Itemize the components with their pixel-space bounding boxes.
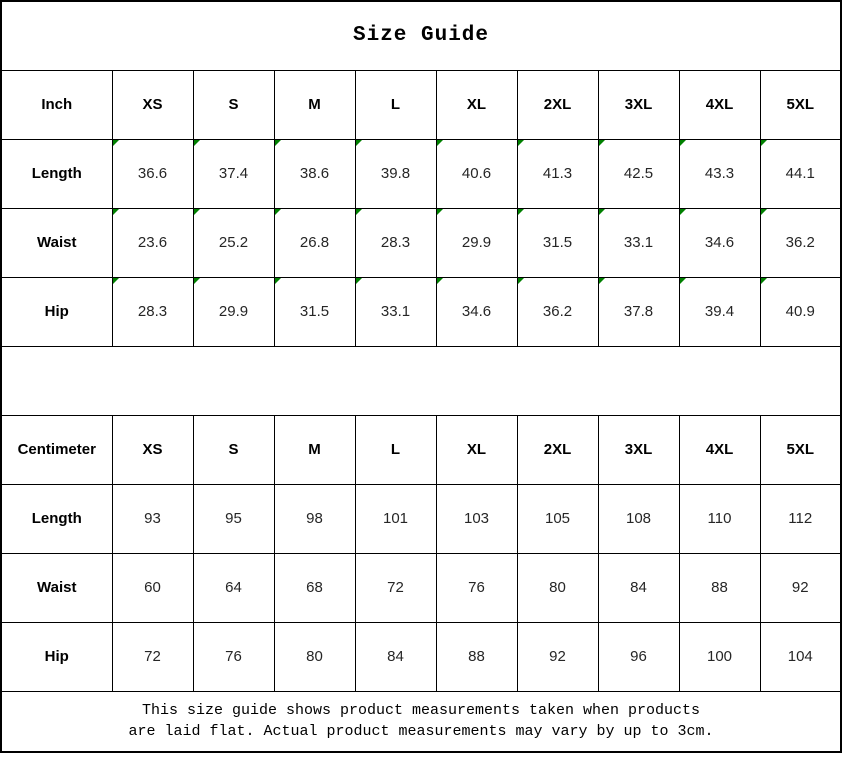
inch-hip-row (1, 277, 841, 346)
value-cell (355, 277, 436, 346)
corner-marker-icon (356, 209, 362, 215)
corner-marker-icon (194, 140, 200, 146)
value-text: 28.3 (380, 234, 411, 251)
corner-marker-icon (275, 278, 281, 284)
title-row (1, 1, 841, 70)
value-cell: 101 (355, 484, 436, 553)
corner-marker-icon (518, 140, 524, 146)
page-title: Size Guide (1, 1, 841, 70)
value-cell (112, 277, 193, 346)
corner-marker-icon (761, 209, 767, 215)
footer-row (1, 691, 841, 752)
value-text: 38.6 (299, 165, 330, 182)
cm-size-header-cell: XS (112, 415, 193, 484)
value-cell (760, 139, 841, 208)
row-label-cell: Hip (1, 277, 112, 346)
value-cell: 108 (598, 484, 679, 553)
corner-marker-icon (518, 278, 524, 284)
cm-header-row (1, 415, 841, 484)
cm-unit-header-cell: Centimeter (1, 415, 112, 484)
inch-size-header-cell: 2XL (517, 70, 598, 139)
value-cell: 88 (679, 553, 760, 622)
footer-note-line1: This size guide shows product measurements taken when products (141, 702, 701, 720)
inch-size-header-cell: XS (112, 70, 193, 139)
value-text: 34.6 (461, 303, 492, 320)
value-cell: 84 (598, 553, 679, 622)
value-text: 40.6 (461, 165, 492, 182)
value-text: 33.1 (623, 234, 654, 251)
cm-size-header-cell: XL (436, 415, 517, 484)
value-cell (598, 139, 679, 208)
inch-size-header-cell: M (274, 70, 355, 139)
value-cell (193, 277, 274, 346)
value-text: 37.8 (623, 303, 654, 320)
inch-header-row (1, 70, 841, 139)
value-text: 29.9 (461, 234, 492, 251)
corner-marker-icon (761, 278, 767, 284)
value-cell (274, 208, 355, 277)
value-cell: 100 (679, 622, 760, 691)
value-cell: 80 (274, 622, 355, 691)
value-cell (760, 208, 841, 277)
value-cell (679, 208, 760, 277)
inch-size-header-cell: 3XL (598, 70, 679, 139)
corner-marker-icon (761, 140, 767, 146)
corner-marker-icon (599, 209, 605, 215)
cm-size-header-cell: M (274, 415, 355, 484)
value-cell: 96 (598, 622, 679, 691)
cm-size-header-cell: 2XL (517, 415, 598, 484)
value-text: 31.5 (542, 234, 573, 251)
value-cell: 68 (274, 553, 355, 622)
inch-size-header-cell: L (355, 70, 436, 139)
inch-size-header-cell: XL (436, 70, 517, 139)
value-text: 37.4 (218, 165, 249, 182)
row-label-cell: Waist (1, 208, 112, 277)
corner-marker-icon (518, 209, 524, 215)
value-text: 44.1 (785, 165, 815, 182)
corner-marker-icon (275, 209, 281, 215)
value-text: 36.2 (785, 234, 815, 251)
value-cell (436, 277, 517, 346)
value-cell: 103 (436, 484, 517, 553)
value-cell (598, 208, 679, 277)
value-cell (193, 139, 274, 208)
value-cell: 72 (112, 622, 193, 691)
corner-marker-icon (599, 278, 605, 284)
value-cell (517, 277, 598, 346)
cm-size-header-cell: S (193, 415, 274, 484)
corner-marker-icon (680, 140, 686, 146)
corner-marker-icon (113, 140, 119, 146)
value-cell (355, 139, 436, 208)
value-cell (517, 208, 598, 277)
corner-marker-icon (437, 278, 443, 284)
corner-marker-icon (437, 209, 443, 215)
value-text: 39.4 (704, 303, 735, 320)
value-cell: 93 (112, 484, 193, 553)
corner-marker-icon (194, 209, 200, 215)
corner-marker-icon (680, 209, 686, 215)
value-cell: 76 (193, 622, 274, 691)
spacer-cell (1, 346, 841, 415)
inch-length-row (1, 139, 841, 208)
value-cell: 110 (679, 484, 760, 553)
value-text: 39.8 (380, 165, 411, 182)
value-cell: 64 (193, 553, 274, 622)
inch-waist-row (1, 208, 841, 277)
spacer-row (1, 346, 841, 415)
value-cell (436, 208, 517, 277)
inch-unit-header-cell: Inch (1, 70, 112, 139)
value-cell (274, 139, 355, 208)
value-text: 23.6 (137, 234, 168, 251)
value-cell (355, 208, 436, 277)
row-label-cell: Hip (1, 622, 112, 691)
value-cell: 98 (274, 484, 355, 553)
value-cell: 80 (517, 553, 598, 622)
value-text: 33.1 (380, 303, 411, 320)
cm-size-header-cell: 4XL (679, 415, 760, 484)
inch-size-header-cell: 4XL (679, 70, 760, 139)
corner-marker-icon (356, 140, 362, 146)
value-cell: 72 (355, 553, 436, 622)
value-text: 31.5 (299, 303, 330, 320)
cm-waist-row (1, 553, 841, 622)
value-cell (679, 139, 760, 208)
value-text: 42.5 (623, 165, 654, 182)
value-text: 29.9 (218, 303, 249, 320)
cm-size-header-cell: 3XL (598, 415, 679, 484)
row-label-cell: Length (1, 139, 112, 208)
value-cell: 95 (193, 484, 274, 553)
value-cell (598, 277, 679, 346)
footer-note-line2: are laid flat. Actual product measurements may vary by up to 3cm. (128, 723, 714, 741)
corner-marker-icon (275, 140, 281, 146)
value-cell: 105 (517, 484, 598, 553)
value-cell (760, 277, 841, 346)
corner-marker-icon (356, 278, 362, 284)
row-label-cell: Waist (1, 553, 112, 622)
value-cell (112, 139, 193, 208)
value-cell: 92 (760, 553, 841, 622)
value-text: 34.6 (704, 234, 735, 251)
value-cell (112, 208, 193, 277)
value-cell (193, 208, 274, 277)
value-text: 26.8 (299, 234, 330, 251)
corner-marker-icon (194, 278, 200, 284)
value-text: 43.3 (704, 165, 735, 182)
cm-length-row (1, 484, 841, 553)
value-cell (436, 139, 517, 208)
cm-size-header-cell: L (355, 415, 436, 484)
row-label-cell: Length (1, 484, 112, 553)
corner-marker-icon (113, 209, 119, 215)
value-cell: 84 (355, 622, 436, 691)
value-text: 36.6 (137, 165, 168, 182)
value-text: 28.3 (137, 303, 168, 320)
value-cell (517, 139, 598, 208)
value-cell (274, 277, 355, 346)
value-cell (679, 277, 760, 346)
value-text: 41.3 (542, 165, 573, 182)
value-cell: 112 (760, 484, 841, 553)
inch-size-header-cell: S (193, 70, 274, 139)
value-cell: 88 (436, 622, 517, 691)
value-text: 25.2 (218, 234, 249, 251)
corner-marker-icon (599, 140, 605, 146)
corner-marker-icon (680, 278, 686, 284)
value-cell: 76 (436, 553, 517, 622)
value-text: 36.2 (542, 303, 573, 320)
cm-hip-row (1, 622, 841, 691)
corner-marker-icon (113, 278, 119, 284)
inch-size-header-cell: 5XL (760, 70, 841, 139)
cm-size-header-cell: 5XL (760, 415, 841, 484)
value-cell: 92 (517, 622, 598, 691)
footer-note (1, 691, 841, 752)
corner-marker-icon (437, 140, 443, 146)
value-cell: 60 (112, 553, 193, 622)
value-cell: 104 (760, 622, 841, 691)
value-text: 40.9 (785, 303, 815, 320)
